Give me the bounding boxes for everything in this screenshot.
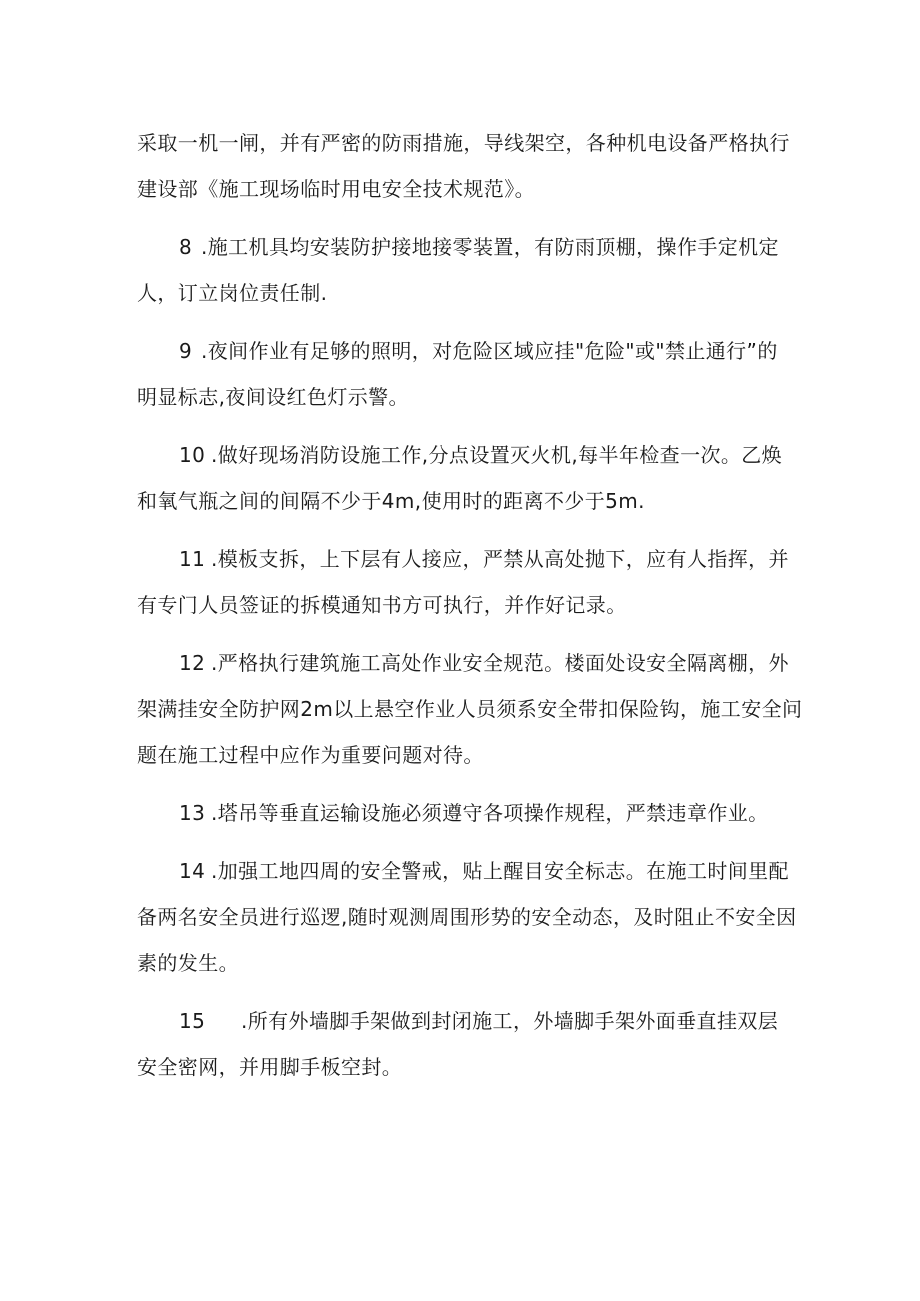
paragraph-line: .夜间作业有足够的照明，对危险区域应挂"危险"或"禁止通行”的 (201, 339, 778, 363)
item-number: 15 (179, 1009, 206, 1033)
paragraph-line: .所有外墙脚手架做到封闭施工，外墙脚手架外面垂直挂双层 (241, 1009, 779, 1033)
paragraph-line: 建设部《施工现场临时用电安全技术规范》。 (137, 177, 535, 201)
paragraph-line: 安全密网，并用脚手板空封。 (137, 1055, 403, 1079)
paragraph-line: 明显标志,夜间设红色灯示警。 (137, 385, 409, 409)
item-number: 13 (179, 801, 206, 825)
paragraph-line: .严格执行建筑施工高处作业安全规范。楼面处设安全隔离棚，外 (211, 651, 789, 675)
paragraph-line: 采取一机一闸，并有严密的防雨措施，导线架空，各种机电设备严格执行 (137, 131, 790, 155)
item-number: 14 (179, 859, 206, 883)
item-number: 12 (179, 651, 206, 675)
list-item-15 (137, 998, 787, 1090)
item-number: 8 (179, 235, 193, 259)
paragraph-line: 和氧气瓶之间的间隔不少于4m,使用时的距离不少于5m. (137, 489, 645, 513)
paragraph-line: .加强工地四周的安全警戒，贴上醒目安全标志。在施工时间里配 (211, 859, 789, 883)
paragraph-line: 人，订立岗位责任制. (137, 281, 328, 305)
list-item-8 (137, 224, 787, 316)
list-item-13 (137, 790, 787, 836)
list-item-14 (137, 848, 797, 986)
item-number: 9 (179, 339, 193, 363)
item-number: 10 (179, 443, 206, 467)
paragraph-line: 架满挂安全防护网2m以上悬空作业人员须系安全带扣保险钩，施工安全问 (137, 697, 803, 721)
paragraph-line: .做好现场消防设施工作,分点设置灭火机,每半年检查一次。乙焕 (211, 443, 783, 467)
item-number: 11 (179, 547, 206, 571)
paragraph-line: 题在施工过程中应作为重要问题对待。 (137, 743, 484, 767)
paragraph-line: .施工机具均安装防护接地接零装置，有防雨顶棚，操作手定机定 (201, 235, 779, 259)
paragraph-line: 有专门人员签证的拆模通知书方可执行，并作好记录。 (137, 593, 627, 617)
list-item-12 (137, 640, 803, 778)
list-item-9 (137, 328, 787, 420)
paragraph-line: 备两名安全员进行巡逻,随时观测周围形势的安全动态，及时阻止不安全因 (137, 905, 797, 929)
list-item-10 (137, 432, 787, 524)
paragraph-line: .模板支拆，上下层有人接应，严禁从高处抛下，应有人指挥，并 (211, 547, 789, 571)
paragraph-continuation (137, 120, 790, 212)
list-item-11 (137, 536, 787, 628)
document-body (137, 120, 803, 1090)
paragraph-line: 素的发生。 (137, 951, 239, 975)
paragraph-line: .塔吊等垂直运输设施必须遵守各项操作规程，严禁违章作业。 (211, 801, 769, 825)
